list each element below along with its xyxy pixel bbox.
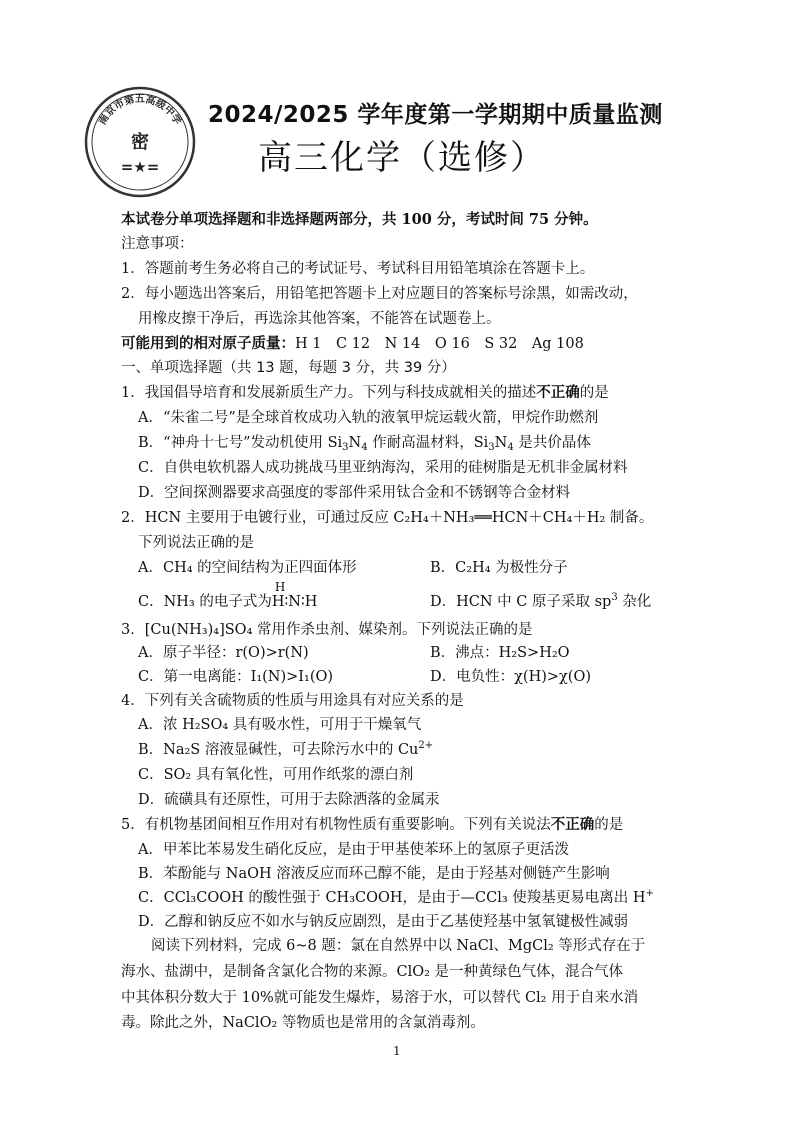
nh3-electron-formula bbox=[271, 580, 318, 612]
atomic-mass-values: H 1 C 12 N 14 O 16 S 32 Ag 108 bbox=[295, 336, 584, 352]
q1-option-a: A．“朱雀二号”是全球首枚成功入轨的液氧甲烷运载火箭，甲烷作助燃剂 bbox=[138, 410, 599, 426]
atomic-mass-line bbox=[121, 334, 584, 354]
q4-b-sup: 2+ bbox=[418, 740, 434, 751]
q5-c-text: C．CCl₃COOH 的酸性强于 CH₃COOH，是由于—CCl₃ 使羧基更易电离出 H bbox=[138, 890, 646, 906]
q2-d-text: D．HCN 中 C 原子采取 sp bbox=[430, 594, 612, 610]
q2-option-d bbox=[430, 592, 651, 612]
q1-stem-end: 的是 bbox=[579, 385, 609, 401]
seal-star: =★= bbox=[120, 158, 160, 176]
q5-c-sup: + bbox=[645, 888, 654, 899]
reading-line-4: 毒。除此之外，NaClO₂ 等物质也是常用的含氯消毒剂。 bbox=[121, 1015, 485, 1031]
q1-b-sub2: 4 bbox=[361, 442, 368, 453]
q3-option-c: C．第一电离能：I₁(N)>I₁(O) bbox=[138, 669, 334, 685]
note-2b: 用橡皮擦干净后，再选涂其他答案，不能答在试题卷上。 bbox=[138, 311, 501, 327]
q1-b-part3: 作耐高温材料，Si bbox=[367, 435, 489, 451]
nh3-formula-text: H∶N∶H bbox=[271, 594, 318, 610]
section-1-title: 一、单项选择题（共 13 题，每题 3 分，共 39 分） bbox=[121, 360, 456, 376]
q1-b-sub3: 3 bbox=[488, 442, 495, 453]
q2-stem: 2．HCN 主要用于电镀行业，可通过反应 C₂H₄＋NH₃══HCN＋CH₄＋H₂ 制备。 bbox=[121, 510, 654, 526]
q1-option-b bbox=[138, 433, 591, 453]
reading-line-1: 阅读下列材料，完成 6~8 题：氯在自然界中以 NaCl、MgCl₂ 等形式存在于 bbox=[151, 938, 646, 954]
q1-b-part5: 是共价晶体 bbox=[513, 435, 591, 451]
q4-option-b bbox=[138, 740, 433, 760]
reading-line-2: 海水、盐湖中，是制备含氯化合物的来源。ClO₂ 是一种黄绿色气体，混合气体 bbox=[121, 964, 624, 980]
atomic-mass-label: 可能用到的相对原子质量： bbox=[121, 336, 295, 352]
q5-option-a: A．甲苯比苯易发生硝化反应，是由于甲基使苯环上的氢原子更活泼 bbox=[138, 842, 569, 858]
q1-stem-emphasis: 不正确 bbox=[536, 385, 580, 401]
q2-option-b: B．C₂H₄ 为极性分子 bbox=[430, 560, 568, 576]
q5-option-d: D．乙醇和钠反应不如水与钠反应剧烈，是由于乙基使羟基中氢氧键极性减弱 bbox=[138, 914, 629, 930]
exam-title: 2024/2025 学年度第一学期期中质量监测 bbox=[208, 102, 663, 128]
q4-b-text: B．Na₂S 溶液显碱性，可去除污水中的 Cu bbox=[138, 742, 419, 758]
reading-line-3: 中其体积分数大于 10%就可能发生爆炸，易溶于水，可以替代 Cl₂ 用于自来水消 bbox=[121, 990, 639, 1006]
q2-c-text: C．NH₃ 的电子式为 bbox=[138, 594, 272, 610]
q4-stem: 4．下列有关含硫物质的性质与用途具有对应关系的是 bbox=[121, 693, 464, 709]
q2-option-c bbox=[138, 580, 318, 612]
q2-d-sup: 3 bbox=[611, 592, 618, 603]
q1-b-part1: B．“神舟十七号”发动机使用 Si bbox=[138, 435, 343, 451]
seal-center-text: 密 bbox=[131, 132, 149, 153]
q4-option-c: C．SO₂ 具有氧化性，可用作纸浆的漂白剂 bbox=[138, 767, 414, 783]
q1-option-d: D．空间探测器要求高强度的零部件采用钛合金和不锈钢等合金材料 bbox=[138, 485, 571, 501]
q1-stem bbox=[121, 383, 609, 403]
notes-title: 注意事项： bbox=[121, 236, 194, 252]
q3-stem: 3．[Cu(NH₃)₄]SO₄ 常用作杀虫剂、媒染剂。下列说法正确的是 bbox=[121, 622, 533, 638]
q1-b-part4: N bbox=[494, 435, 508, 451]
q1-stem-text: 1．我国倡导培育和发展新质生产力。下列与科技成就相关的描述 bbox=[121, 385, 537, 401]
q1-b-sub4: 4 bbox=[507, 442, 514, 453]
exam-subject: 高三化学（选修） bbox=[258, 138, 546, 178]
seal-graphic bbox=[84, 86, 196, 198]
school-seal bbox=[84, 86, 196, 198]
q3-option-b: B．沸点：H₂S>H₂O bbox=[430, 645, 570, 661]
q2-option-a: A．CH₄ 的空间结构为正四面体形 bbox=[138, 560, 357, 576]
page-number: 1 bbox=[393, 1044, 401, 1058]
q1-option-c: C．自供电软机器人成功挑战马里亚纳海沟，采用的硅树脂是无机非金属材料 bbox=[138, 460, 628, 476]
q4-option-a: A．浓 H₂SO₄ 具有吸水性，可用于干燥氧气 bbox=[138, 717, 422, 733]
q2-d-end: 杂化 bbox=[617, 594, 652, 610]
q5-stem-end: 的是 bbox=[594, 817, 624, 833]
q3-option-d: D．电负性：χ(H)>χ(O) bbox=[430, 669, 592, 685]
q1-b-part2: N bbox=[348, 435, 362, 451]
q1-b-sub1: 3 bbox=[342, 442, 349, 453]
q2-stem-2: 下列说法正确的是 bbox=[138, 535, 254, 551]
q5-option-c bbox=[138, 888, 654, 908]
note-1: 1．答题前考生务必将自己的考试证号、考试科目用铅笔填涂在答题卡上。 bbox=[121, 261, 595, 277]
q5-stem-text: 5．有机物基团间相互作用对有机物性质有重要影响。下列有关说法 bbox=[121, 817, 551, 833]
note-2a: 2．每小题选出答案后，用铅笔把答题卡上对应题目的答案标号涂黑，如需改动， bbox=[121, 286, 638, 302]
q5-option-b: B．苯酚能与 NaOH 溶液反应而环己醇不能，是由于羟基对侧链产生影响 bbox=[138, 866, 610, 882]
q3-option-a: A．原子半径：r(O)>r(N) bbox=[138, 645, 309, 661]
q4-option-d: D．硫磺具有还原性，可用于去除洒落的金属汞 bbox=[138, 792, 440, 808]
exam-summary: 本试卷分单项选择题和非选择题两部分，共 100 分，考试时间 75 分钟。 bbox=[121, 211, 598, 228]
nh3-top-h: H bbox=[274, 580, 286, 594]
seal-ring-text: 南京市第五高级中学 bbox=[97, 94, 183, 127]
q5-stem-emphasis: 不正确 bbox=[550, 817, 595, 833]
q5-stem bbox=[121, 815, 623, 835]
